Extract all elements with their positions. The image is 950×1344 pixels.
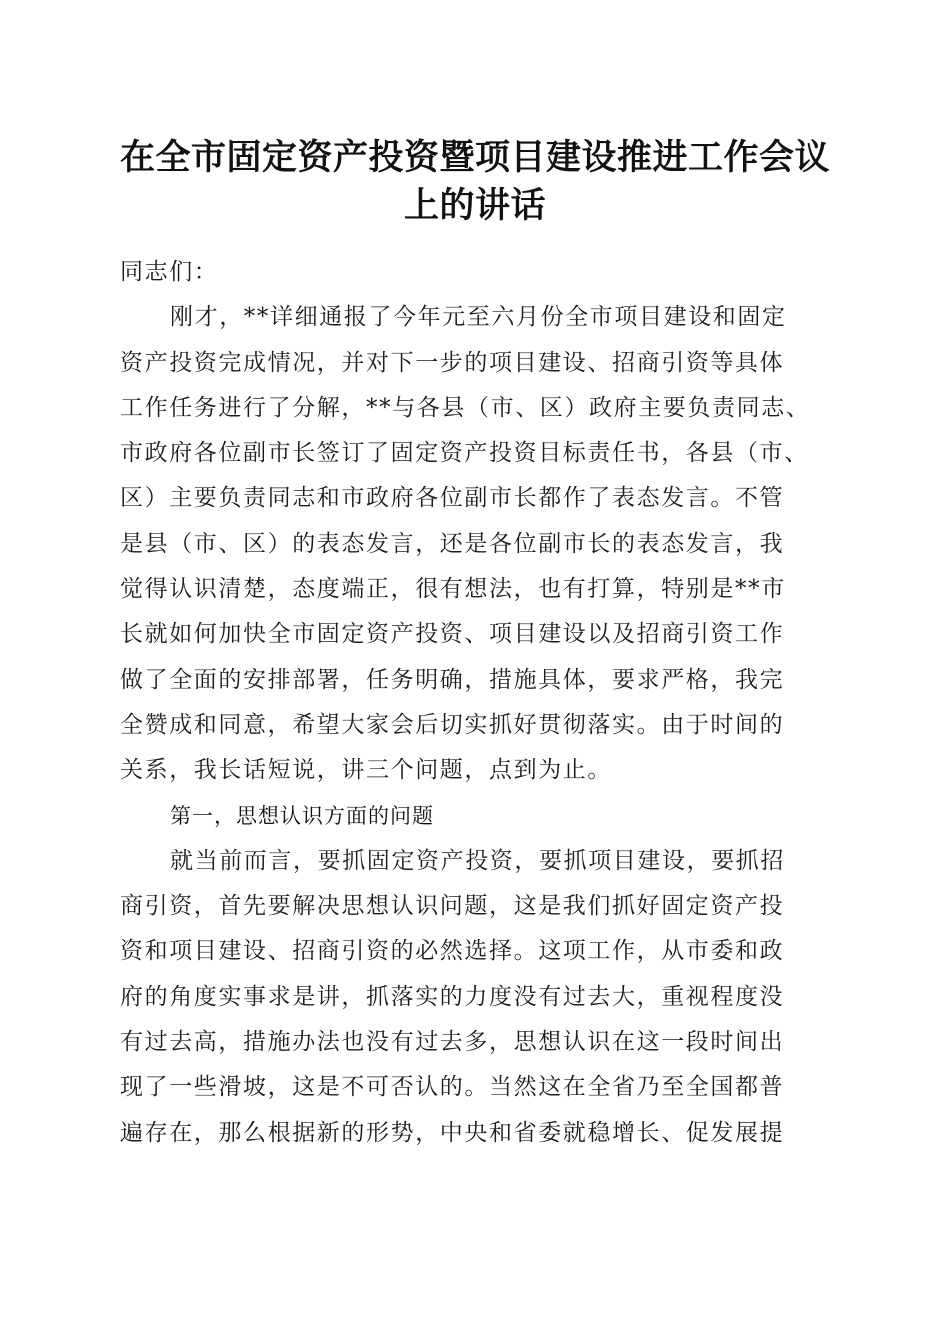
- paragraph-line: 区）主要负责同志和市政府各位副市长都作了表态发言。不管: [120, 485, 785, 512]
- document-title: [100, 134, 850, 230]
- paragraph-line: 有过去高，措施办法也没有过去多，思想认识在这一段时间出: [120, 1029, 785, 1056]
- paragraph-line: 现了一些滑坡，这是不可否认的。当然这在全省乃至全国都普: [120, 1074, 785, 1101]
- paragraph-line: 市政府各位副市长签订了固定资产投资目标责任书，各县（市、: [120, 440, 809, 467]
- paragraph-line: 就当前而言，要抓固定资产投资，要抓项目建设，要抓招: [170, 847, 785, 874]
- paragraph-line: 长就如何加快全市固定资产投资、项目建设以及招商引资工作: [120, 621, 785, 648]
- paragraph-line: 资产投资完成情况，并对下一步的项目建设、招商引资等具体: [120, 349, 785, 376]
- document-body: [120, 250, 830, 1156]
- paragraph-line: 做了全面的安排部署，任务明确，措施具体，要求严格，我完: [120, 666, 785, 693]
- section-heading: 第一，思想认识方面的问题: [170, 803, 434, 828]
- paragraph-line: 府的角度实事求是讲，抓落实的力度没有过去大，重视程度没: [120, 983, 785, 1010]
- title-line: 在全市固定资产投资暨项目建设推进工作会议: [119, 137, 830, 178]
- paragraph-line: 是县（市、区）的表态发言，还是各位副市长的表态发言，我: [120, 530, 785, 557]
- paragraph-line: 关系，我长话短说，讲三个问题，点到为止。: [120, 757, 612, 784]
- paragraph-line: 资和项目建设、招商引资的必然选择。这项工作，从市委和政: [120, 938, 785, 965]
- paragraph-line: 刚才，**详细通报了今年元至六月份全市项目建设和固定: [170, 304, 787, 331]
- section-paragraph: [120, 839, 830, 1156]
- paragraph-line: 全赞成和同意，希望大家会后切实抓好贯彻落实。由于时间的: [120, 711, 785, 738]
- salutation: 同志们：: [120, 259, 219, 285]
- intro-paragraph: [120, 295, 830, 793]
- title-line: 上的讲话: [403, 185, 546, 226]
- paragraph-line: 工作任务进行了分解，**与各县（市、区）政府主要负责同志、: [120, 394, 811, 421]
- paragraph-line: 商引资，首先要解决思想认识问题，这是我们抓好固定资产投: [120, 893, 785, 920]
- paragraph-line: 遍存在，那么根据新的形势，中央和省委就稳增长、促发展提: [120, 1119, 785, 1146]
- paragraph-line: 觉得认识清楚，态度端正，很有想法，也有打算，特别是**市: [120, 576, 786, 603]
